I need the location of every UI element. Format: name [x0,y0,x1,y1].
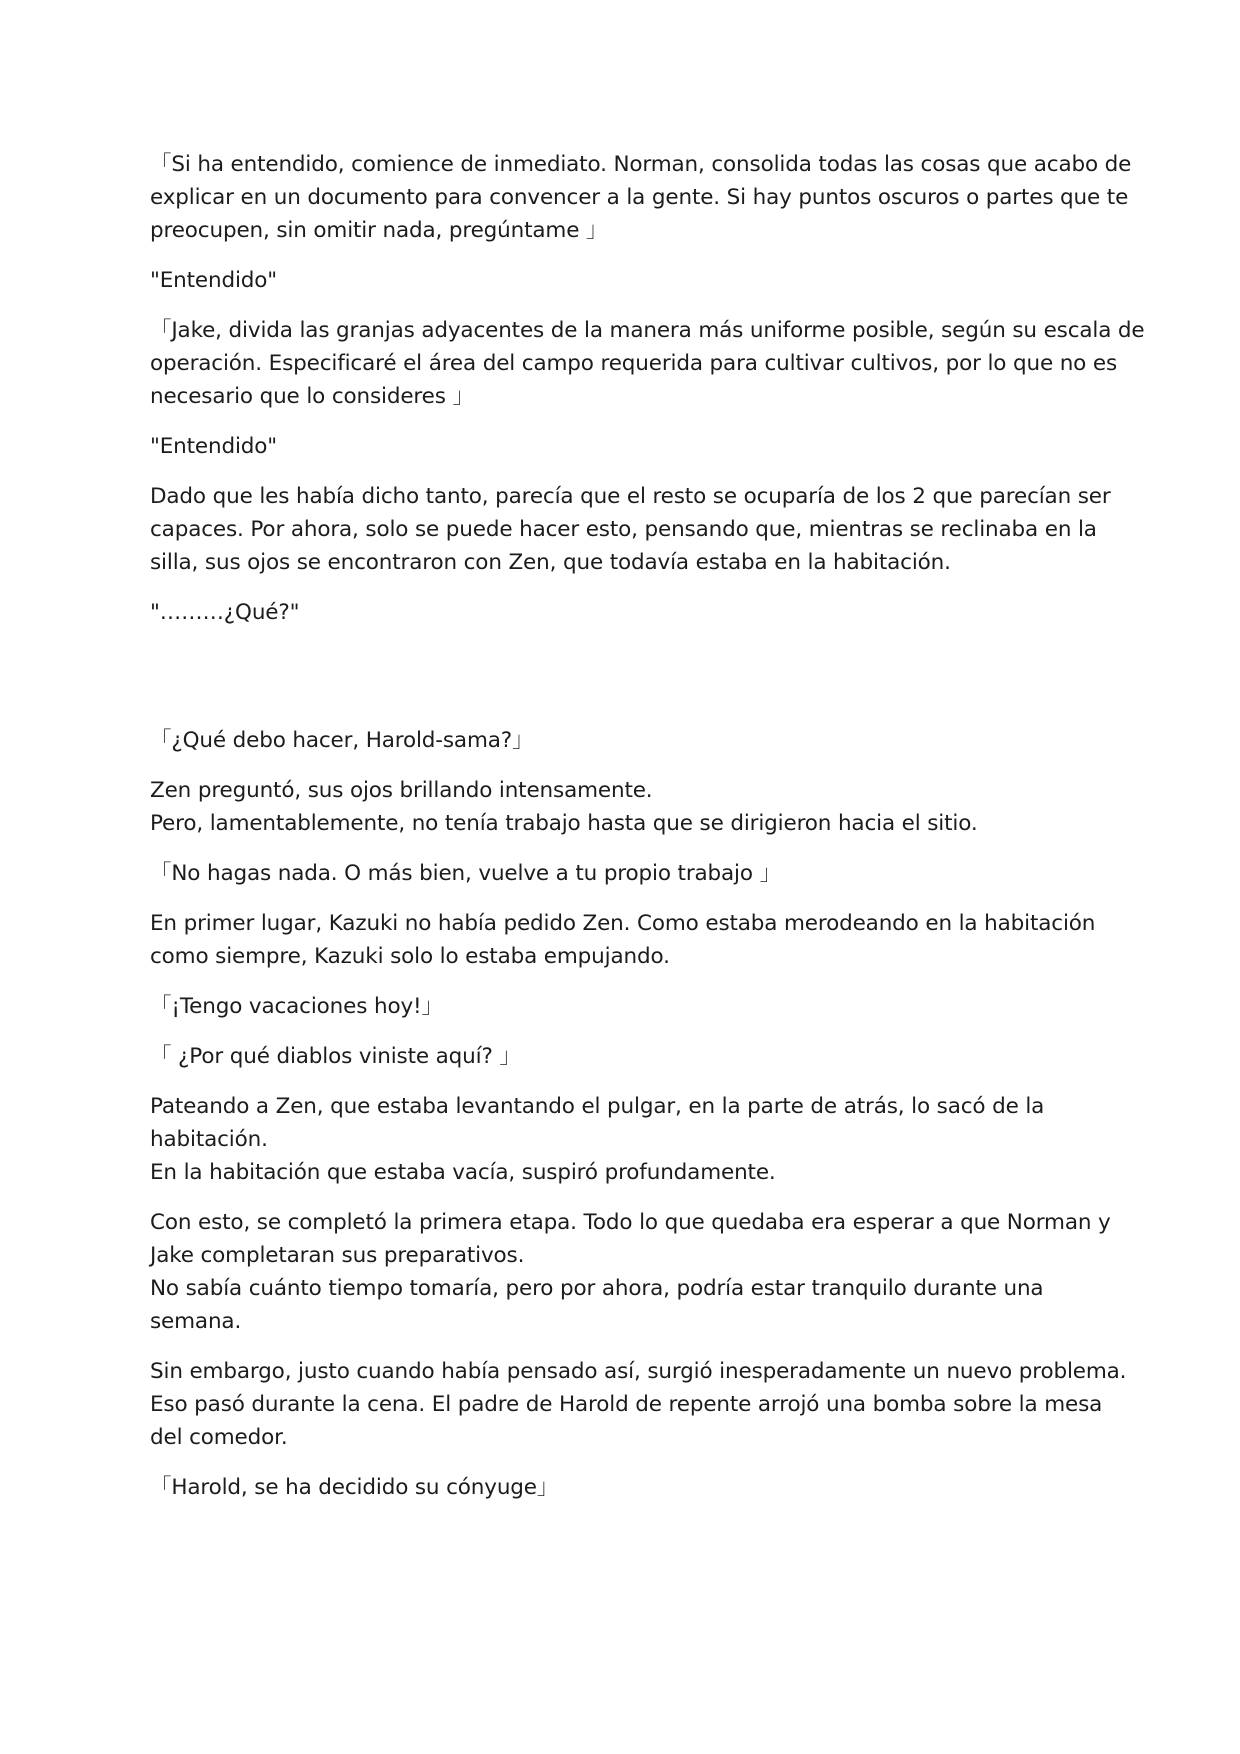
paragraph-vacation [150,990,1100,1023]
text-line: En la habitación que estaba vacía, suspiró profundamente. [150,1160,776,1185]
text-line: 「 ¿Por qué diablos viniste aquí? 」 [150,1044,521,1069]
text-line: preocupen, sin omitir nada, pregúntame 」 [150,218,608,243]
paragraph-narration-chair [150,480,1111,579]
text-line: habitación. [150,1127,268,1152]
paragraph-first-stage [150,1206,1111,1338]
text-line: 「¡Tengo vacaciones hoy!」 [150,994,443,1019]
text-line: Dado que les había dicho tanto, parecía que el resto se ocuparía de los 2 que parecían ser [150,484,1111,509]
text-line: silla, sus ojos se encontraron con Zen, que todavía estaba en la habitación. [150,550,951,575]
paragraph-new-problem [150,1355,1127,1454]
paragraph-do-nothing [150,857,1100,890]
text-block-1 [150,148,1145,629]
paragraph-kazuki [150,907,1100,973]
paragraph-zen-asked [150,774,1100,840]
paragraph-harold-orders-norman [150,148,1132,247]
text-line: Sin embargo, justo cuando había pensado así, surgió inesperadamente un nuevo problema. [150,1359,1127,1384]
paragraph-entendido-1 [150,264,1100,297]
text-line: Pero, lamentablemente, no tenía trabajo hasta que se dirigieron hacia el sitio. [150,811,978,836]
text-line: Pateando a Zen, que estaba levantando el pulgar, en la parte de atrás, lo sacó de la [150,1094,1045,1119]
text-line: "………¿Qué?" [150,600,300,625]
text-line: Zen preguntó, sus ojos brillando intensamente. [150,778,653,803]
paragraph-entendido-2 [150,430,1100,463]
document-body [150,148,1145,1521]
text-line: Eso pasó durante la cena. El padre de Harold de repente arrojó una bomba sobre la mesa [150,1392,1103,1417]
text-line: 「Jake, divida las granjas adyacentes de la manera más uniforme posible, según su escala de [150,318,1145,343]
text-line: No sabía cuánto tiempo tomaría, pero por ahora, podría estar tranquilo durante una [150,1276,1044,1301]
text-line: En primer lugar, Kazuki no había pedido Zen. Como estaba merodeando en la habitación [150,911,1096,936]
text-line: semana. [150,1309,242,1334]
text-line: 「¿Qué debo hacer, Harold-sama?」 [150,728,534,753]
paragraph-kicking-zen [150,1090,1100,1189]
paragraph-zen-question [150,724,1100,757]
text-line: operación. Especificaré el área del campo requerida para cultivar cultivos, por lo que no es [150,351,1118,376]
text-line: necesario que lo consideres 」 [150,384,474,409]
section-break [150,646,1100,724]
text-line: Jake completaran sus preparativos. [150,1243,525,1268]
text-block-2 [150,724,1127,1504]
text-line: explicar en un documento para convencer a la gente. Si hay puntos oscuros o partes que te [150,185,1129,210]
text-line: como siempre, Kazuki solo lo estaba empujando. [150,944,670,969]
text-line: 「Si ha entendido, comience de inmediato. Norman, consolida todas las cosas que acabo de [150,152,1132,177]
text-line: "Entendido" [150,268,278,293]
paragraph-spouse-decided [150,1471,1100,1504]
text-line: "Entendido" [150,434,278,459]
text-line: 「No hagas nada. O más bien, vuelve a tu propio trabajo 」 [150,861,781,886]
paragraph-why-here [150,1040,1100,1073]
text-line: del comedor. [150,1425,288,1450]
paragraph-que [150,596,1100,629]
text-line: 「Harold, se ha decidido su cónyuge」 [150,1475,559,1500]
paragraph-harold-orders-jake [150,314,1145,413]
text-line: Con esto, se completó la primera etapa. Todo lo que quedaba era esperar a que Norman y [150,1210,1111,1235]
text-line: capaces. Por ahora, solo se puede hacer esto, pensando que, mientras se reclinaba en la [150,517,1097,542]
